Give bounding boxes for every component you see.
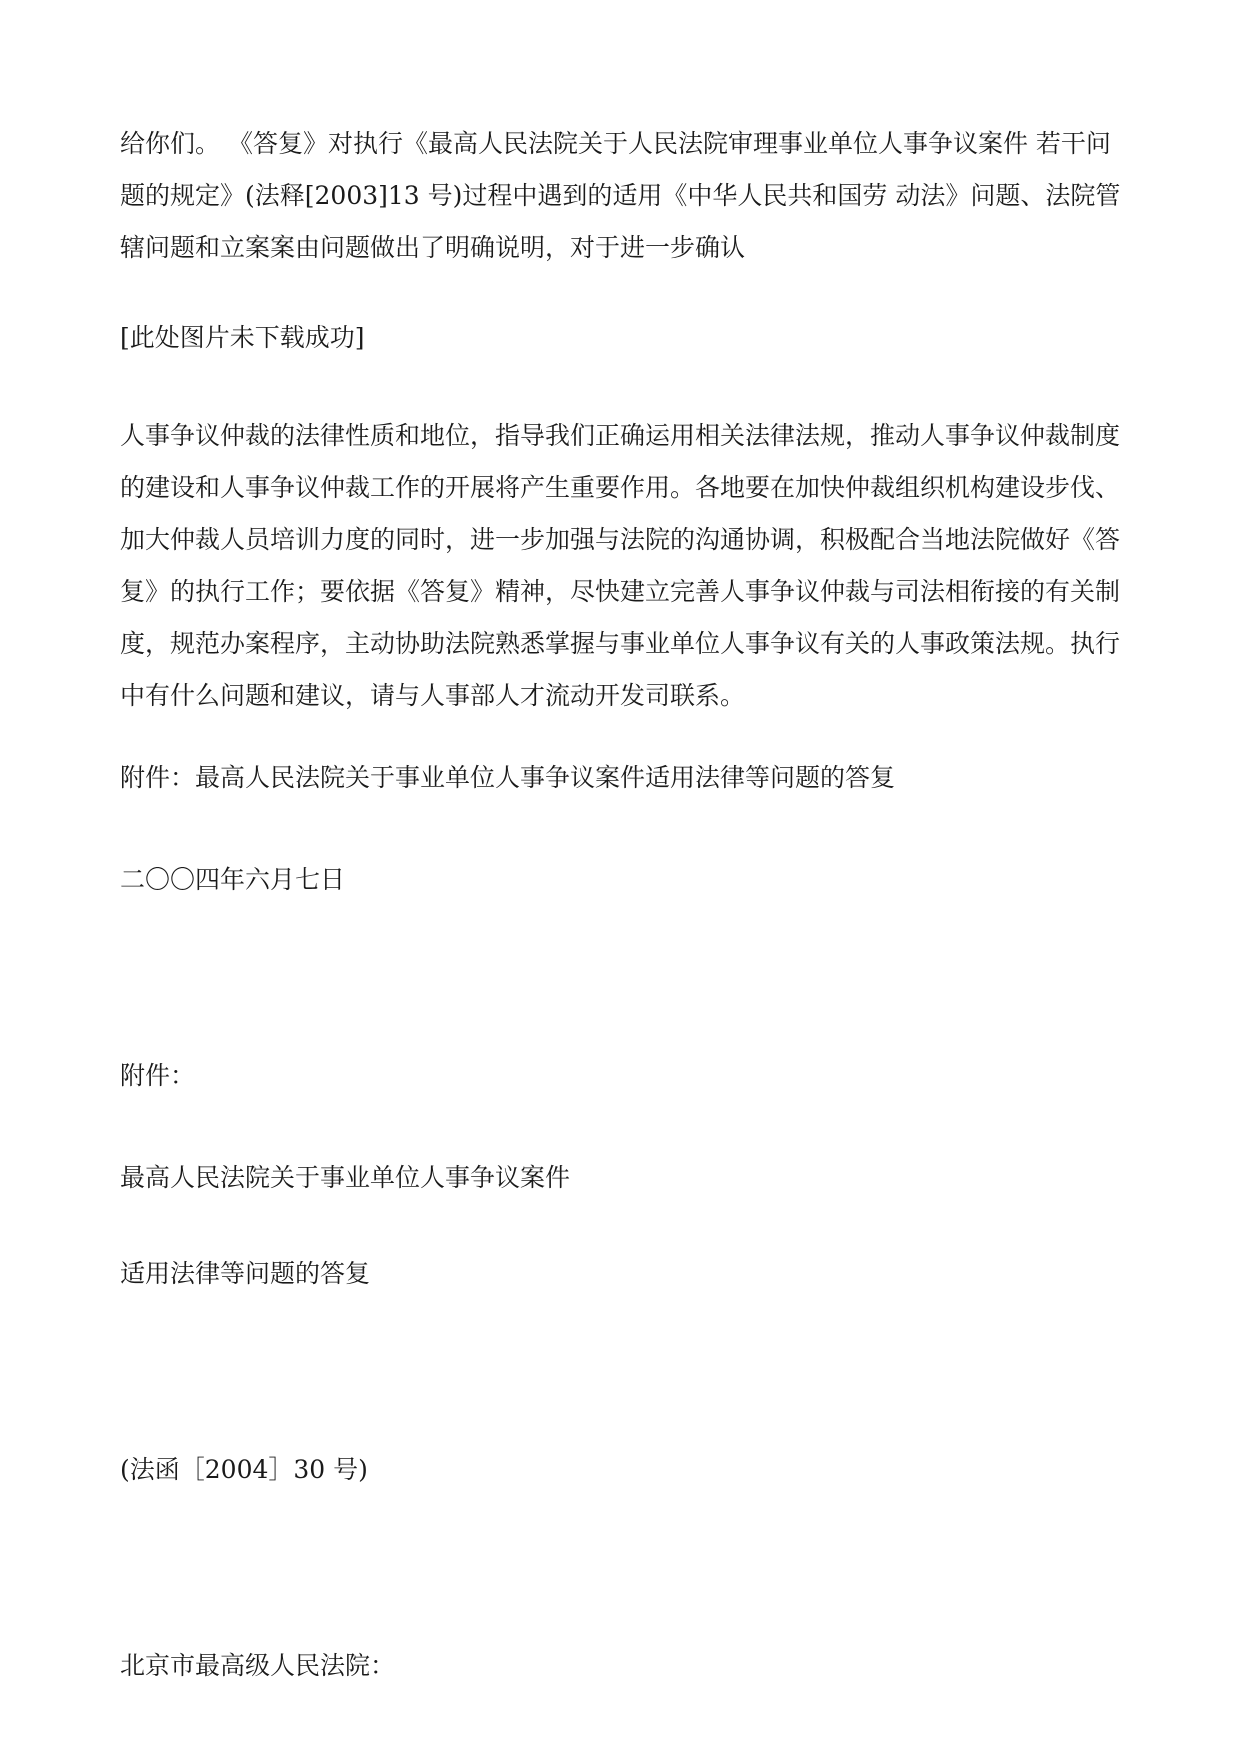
annex-label: 附件： xyxy=(120,1061,196,1090)
image-placeholder-text: [此处图片未下载成功] xyxy=(120,323,365,352)
annex-title-line-1: 最高人民法院关于事业单位人事争议案件 xyxy=(120,1163,571,1192)
annex-title-line-2: 适用法律等问题的答复 xyxy=(120,1259,371,1288)
paragraph-answer-intro: 给你们。 《答复》对执行《最高人民法院关于人民法院审理事业单位人事争议案件 若干问题的规定》(法释[2003]13 号)过程中遇到的适用《中华人民共和国劳 动法》问题、法院管辖问题和立案案由问题做出了明确说明，对于进一步确认 xyxy=(120,129,1121,262)
addressee: 北京市最高级人民法院： xyxy=(120,1651,396,1680)
annex-reference: 附件：最高人民法院关于事业单位人事争议案件适用法律等问题的答复 xyxy=(120,763,896,792)
document-date: 二〇〇四年六月七日 xyxy=(120,865,346,894)
paragraph-arbitration-guidance: 人事争议仲裁的法律性质和地位，指导我们正确运用相关法律法规，推动人事争议仲裁制度的建设和人事争议仲裁工作的开展将产生重要作用。各地要在加快仲裁组织机构建设步伐、加大仲裁人员培训力度的同时，进一步加强与法院的沟通协调，积极配合当地法院做好《答复》的执行工作；要依据《答复》精神，尽快建立完善人事争议仲裁与司法相衔接的有关制度，规范办案程序，主动协助法院熟悉掌握与事业单位人事争议有关的人事政策法规。执行中有什么问题和建议，请与人事部人才流动开发司联系。 xyxy=(120,421,1121,710)
document-number: (法函［2004］30 号) xyxy=(120,1455,368,1484)
